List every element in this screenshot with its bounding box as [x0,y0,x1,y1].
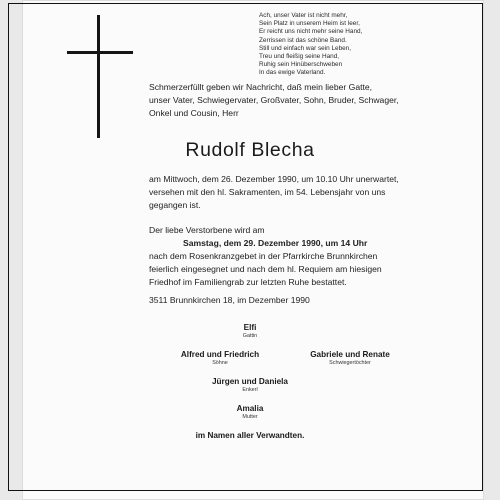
death-notice [149,173,411,212]
family-name: Amalia [236,404,264,413]
poem-line: Sein Platz in unserem Heim ist leer, [259,20,360,28]
family-daughters-in-law [288,350,412,367]
family-relation: Gattin [242,333,258,339]
closing-line: im Namen aller Verwandten. [195,431,305,440]
poem-line: Ruhig sein Hinüberschweben [259,61,343,69]
family-relation: Söhne [212,360,228,366]
funeral-line: feierlich eingesegnet und nach dem hl. Requiem am hiesigen [149,264,382,274]
funeral-details [149,224,411,289]
cross-horizontal-beam [67,51,133,54]
funeral-line: Friedhof im Familiengrab zur letzten Ruhe bestattet. [149,277,347,287]
notice-line: versehen mit den hl. Sakramenten, im 54. Lebensjahr von uns [149,187,386,197]
cross-vertical-beam [97,15,100,138]
poem-line: Er reicht uns nicht mehr seine Hand, [259,28,363,36]
notice-line: am Mittwoch, dem 26. Dezember 1990, um 10.10 Uhr unerwartet, [149,174,399,184]
intro-line: Schmerzerfüllt geben wir Nachricht, daß mein lieber Gatte, [149,82,373,92]
intro-text [149,81,411,120]
intro-line: Onkel und Cousin, Herr [149,108,239,118]
family-name: Gabriele und Renate [310,350,390,359]
family-spouse [0,323,500,340]
poem-line: Zerrissen ist das schöne Band. [259,36,347,44]
family-name: Jürgen und Daniela [212,377,288,386]
family-mother [0,404,500,421]
family-name: Alfred und Friedrich [180,350,260,359]
poem-line: Treu und fleißig seine Hand, [259,53,340,61]
poem-line: Still und einfach war sein Leben, [259,44,352,52]
family-relation: Mutter [242,414,258,420]
family-grandchildren [0,377,500,394]
family-sons [160,350,280,367]
family-relation: Enkerl [242,387,258,393]
funeral-date: Samstag, dem 29. Dezember 1990, um 14 Uhr [183,238,368,248]
family-name: Elfi [243,323,257,332]
funeral-lead: Der liebe Verstorbene wird am [149,225,265,235]
deceased-name: Rudolf Blecha [185,139,315,161]
funeral-line: nach dem Rosenkranzgebet in der Pfarrkirche Brunnkirchen [149,251,378,261]
place-date: 3511 Brunnkirchen 18, im Dezember 1990 [149,295,310,305]
poem-line: Ach, unser Vater ist nicht mehr, [259,12,348,19]
family-relation: Schwiegertöchter [329,360,371,366]
intro-line: unser Vater, Schwiegervater, Großvater, Sohn, Bruder, Schwager, [149,95,399,105]
notice-line: gegangen ist. [149,200,201,210]
poem-line: In das ewige Vaterland. [259,69,326,77]
memorial-poem [259,12,459,78]
